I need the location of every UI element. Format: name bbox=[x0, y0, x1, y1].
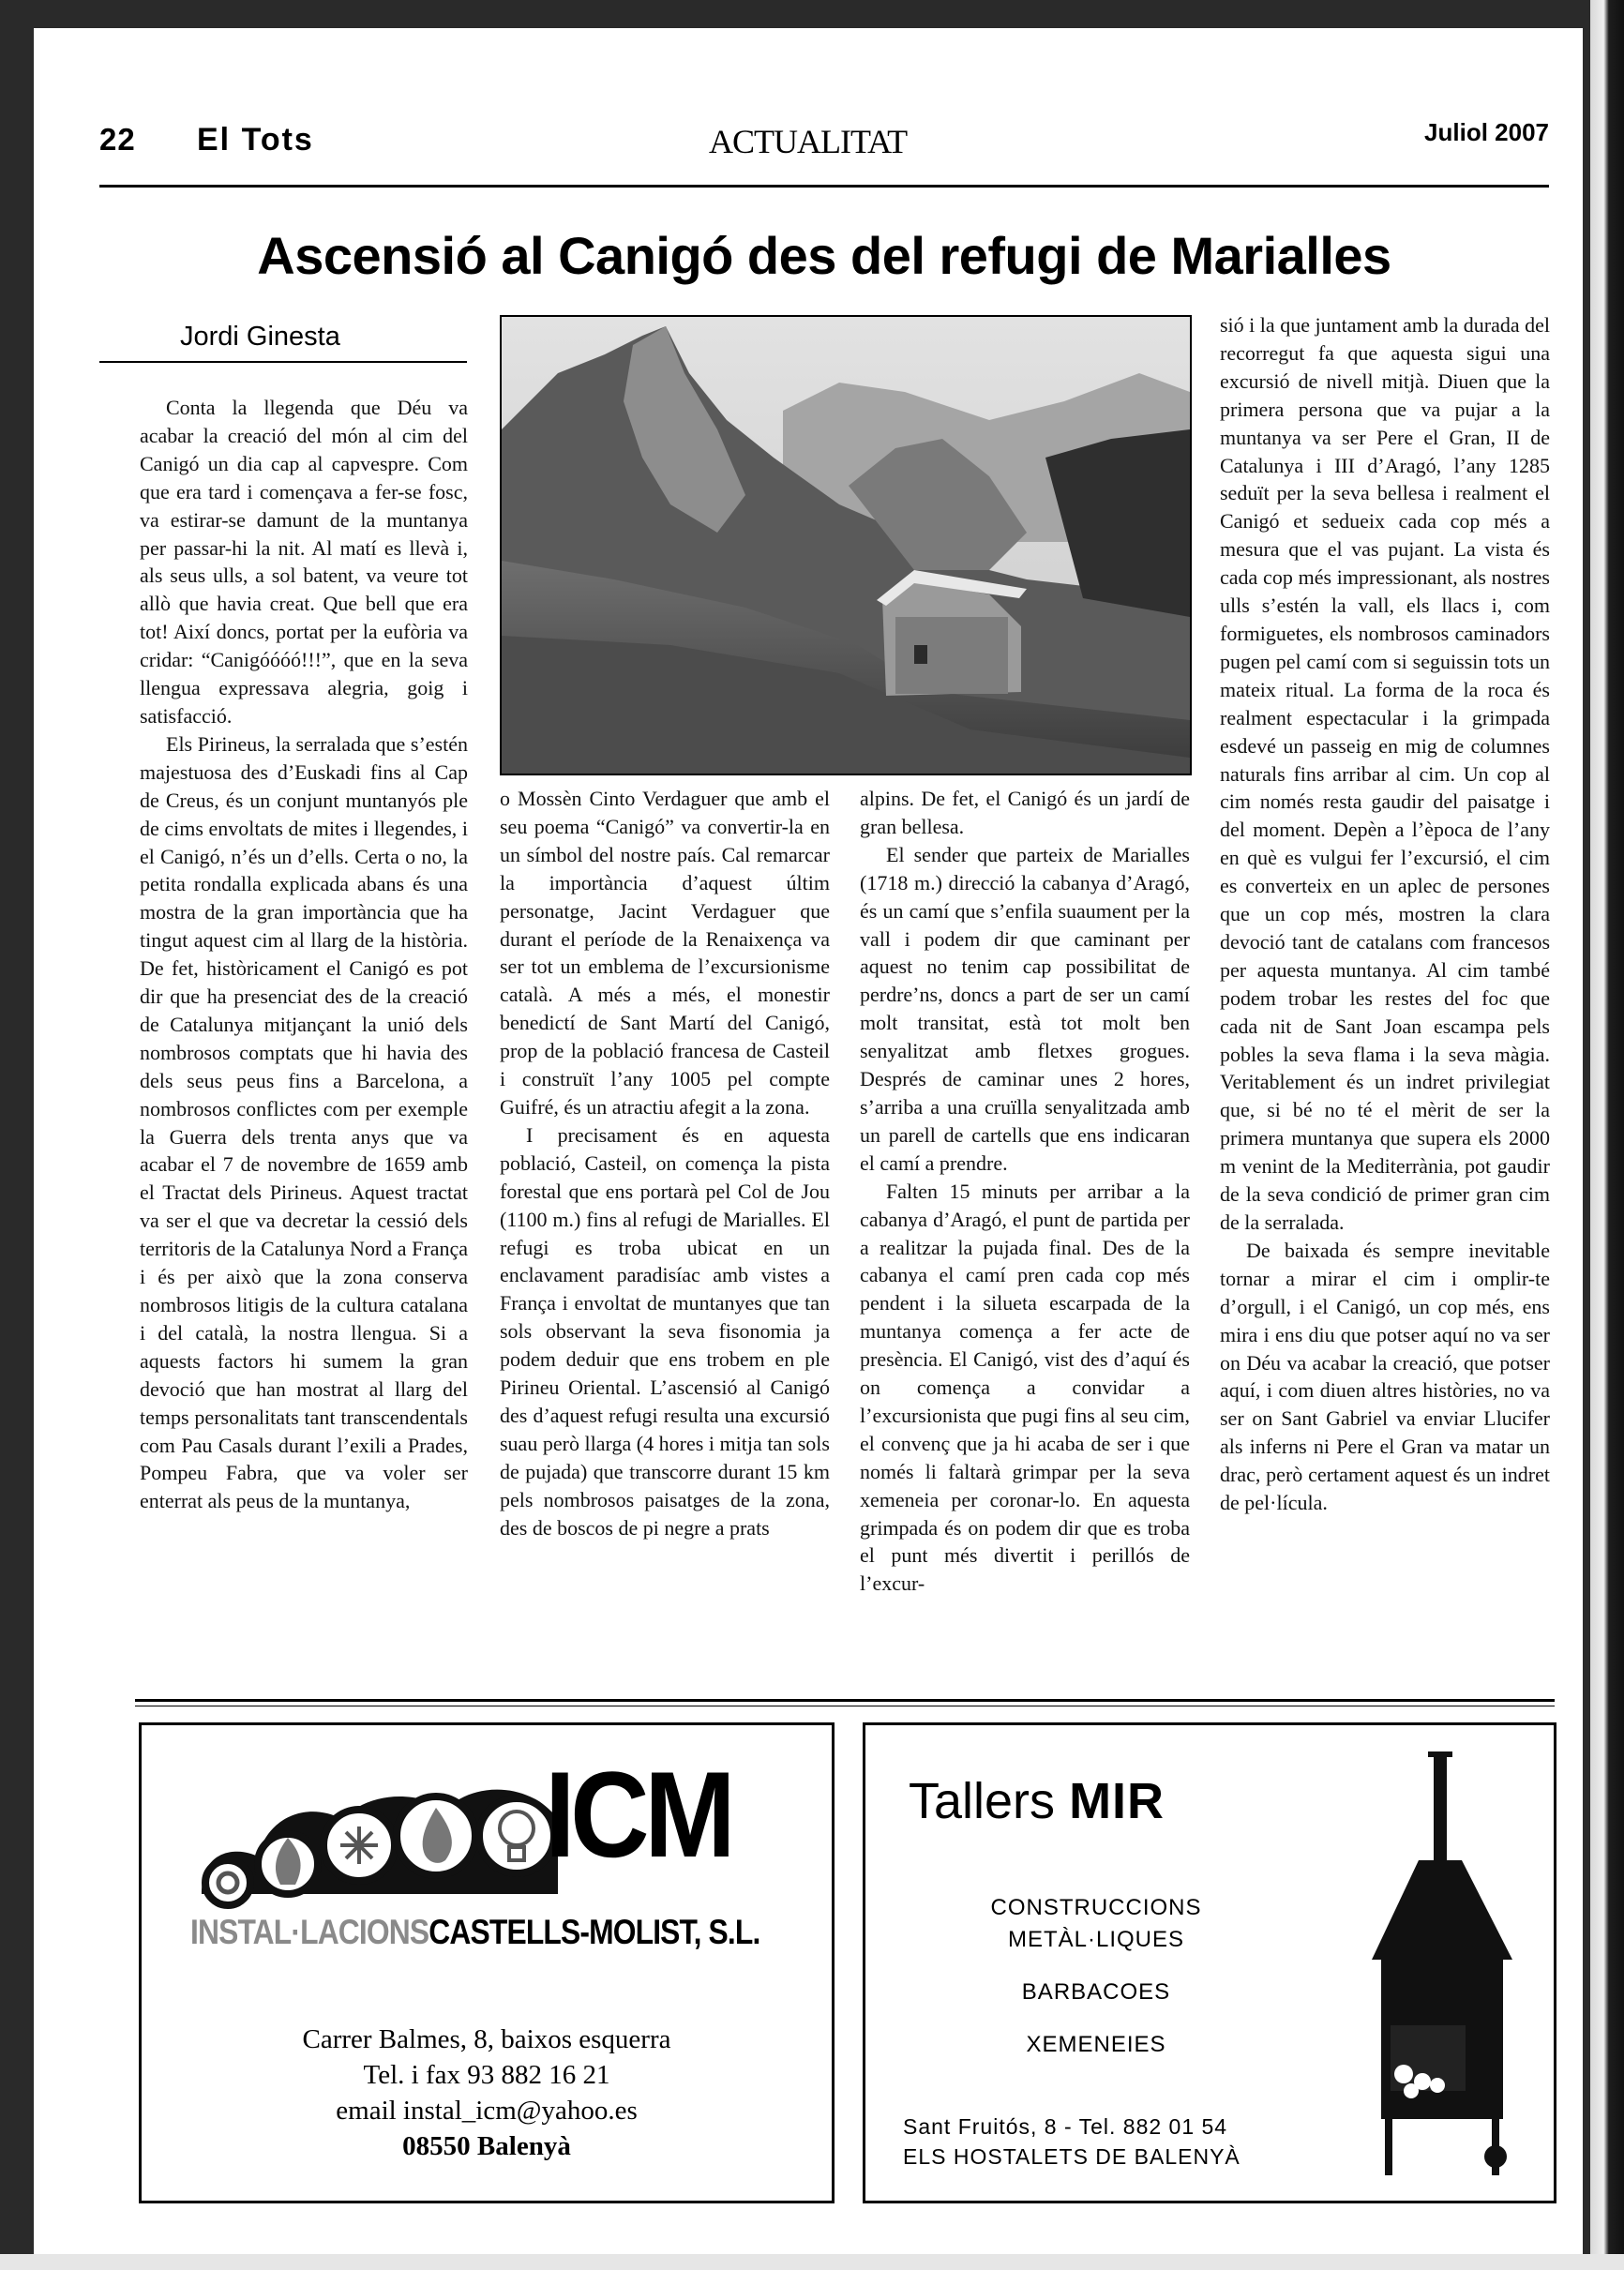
paragraph: De baixada és sempre inevitable tornar a mirar el cim i omplir-te d’orgull, i el Canigó, un cop més, ens mira i ens diu que potser aquí no va ser on Déu va acabar la creació, que potser aquí, i com diuen altres històries, no va ser on Sant Gabriel va enviar Llucifer als inferns ni Pere el Gran va matar un drac, però certament aquest és un indret de pel·lícula. bbox=[1220, 1238, 1550, 1515]
newspaper-page bbox=[34, 28, 1583, 2254]
paragraph: Conta la llegenda que Déu va acabar la creació del món al cim del Canigó un dia cap al capvespre. Com que era tard i començava a fer-se fosc, va estirar-se damunt de la muntanya per passar-hi la nit. Al matí es llevà i, als seus ulls, a sol batent, va veure tot allò que havia creat. Que bell que era tot! Així doncs, portat per la eufòria va cridar: “Canigóóóó!!!”, que en la seva llengua expressava alegria, goig i satisfacció. bbox=[140, 396, 468, 728]
mir-service: METÀL·LIQUES bbox=[1007, 1927, 1185, 1952]
icm-email: email instal_icm@yahoo.es bbox=[336, 2096, 638, 2126]
article-column-4 bbox=[1220, 311, 1550, 1517]
article-author: Jordi Ginesta bbox=[180, 322, 340, 352]
icm-address: Carrer Balmes, 8, baixos esquerra bbox=[302, 2024, 671, 2054]
barbecue-chimney-icon bbox=[1362, 1744, 1522, 2185]
mir-title-light: Tallers bbox=[909, 1773, 1056, 1829]
section-title: ACTUALITAT bbox=[709, 123, 908, 160]
paragraph: o Mossèn Cinto Verdaguer que amb el seu poema “Canigó” va convertir-la en un símbol del nostre país. Cal remarcar la importància d’aquest últim personatge, Jacint Verdaguer que durant el període de la Renaixença va ser tot un emblema de l’excursionisme català. A més a més, el monestir benedictí de Sant Martí del Canigó, prop de la població francesa de Casteil i construït l’any 1005 pel compte Guifré, és un atractiu afegit a la zona. bbox=[500, 787, 830, 1119]
icm-logo-text: ICM bbox=[545, 1746, 731, 1883]
paragraph: sió i la que juntament amb la durada del recorregut fa que aquesta sigui una excursió de nivell mitjà. Diuen que la primera persona que va pujar a la muntanya va ser Pere el Gran, II de Catalunya i III d’Aragó, l’any 1285 seduït per la seva bellesa i realment el Canigó et sedueix cada cop més a mesura que el vas pujant. La vista és cada cop més impressionant, als nostres ulls s’estén la vall, els llacs i, com formiguetes, els nombrosos caminadors pugen pel camí com si seguissin tots un mateix ritual. La forma de la roca és realment espectacular i la grimpada esdevé un passeig en mig de columnes naturals fins arribar al cim. Un cop al cim només resta gaudir del paisatge i del moment. Depèn a l’època de l’any en què es vulgui fer l’excursió, el cim es converteix en un aplec de persones que un cop més, mostren la clara devoció tant de catalans com francesos per aquesta muntanya. Al cim també podem trobar les restes del foc que cada nit de Sant Joan escampa pels pobles la seva flama i la seva màgia. Veritablement és un indret privilegiat que, si bé no té el mèrit de ser la primera muntanya que supera els 2000 m venint de la Mediterrània, pot gaudir de la seva condició de primer gran cim de la serralada. bbox=[1220, 313, 1550, 1234]
mir-contact bbox=[903, 2112, 1241, 2172]
page-bottom-edge bbox=[0, 2254, 1624, 2270]
page-edge-shadow bbox=[1590, 0, 1624, 2270]
magazine-name: El Tots bbox=[197, 122, 314, 158]
paragraph: Falten 15 minuts per arribar a la cabanya d’Aragó, el punt de partida per a realitzar la pujada final. Des de la cabanya el camí pren cada cop més pendent i la silueta escarpada de la muntanya comença a fer acte de presència. El Canigó, vist des d’aquí és on comença a convidar a l’excursionista que pugi fins al seu cim, el convenç que ja hi acaba de ser i que només li faltarà grimpar per la seva xemeneia per coronar-lo. En aquesta grimpada és on podem dir que es troba el punt més divertit i perillós de l’excur- bbox=[860, 1179, 1190, 1596]
mir-service: XEMENEIES bbox=[1026, 2032, 1166, 2057]
icm-city: 08550 Balenyà bbox=[402, 2131, 571, 2161]
paragraph: I precisament és en aquesta població, Casteil, on comença la pista forestal que ens portarà pel Col de Jou (1100 m.) fins al refugi de Marialles. El refugi es troba ubicat en un enclavament paradisíac amb vistes a França i envoltat de muntanyes que tan sols observant la seva fisonomia ja podem deduir que ens trobem en ple Pirineu Oriental. L’ascensió al Canigó des d’aquest refugi resulta una excursió suau però llarga (4 hores i mitja tan sols de pujada) que transcorre durant 15 km pels nombrosos paisatges de la zona, des de boscos de pi negre a prats bbox=[500, 1122, 830, 1540]
byline-divider bbox=[99, 361, 467, 363]
article-column-3 bbox=[860, 785, 1190, 1598]
mir-service: CONSTRUCCIONS bbox=[990, 1895, 1202, 1920]
icm-company-name bbox=[190, 1913, 760, 1952]
mountain-photo bbox=[500, 315, 1192, 775]
tallers-mir-advertisement bbox=[863, 1722, 1556, 2203]
mir-title bbox=[909, 1772, 1165, 1830]
mir-city: ELS HOSTALETS DE BALENYÀ bbox=[903, 2144, 1241, 2169]
mir-services bbox=[909, 1892, 1284, 2061]
company-name-black: CASTELLS-MOLIST, S.L. bbox=[429, 1913, 760, 1951]
page-header bbox=[99, 109, 1549, 163]
paragraph: alpins. De fet, el Canigó és un jardí de gran bellesa. bbox=[860, 787, 1190, 838]
icm-advertisement bbox=[139, 1722, 835, 2203]
paragraph: Els Pirineus, la serralada que s’estén majestuosa des d’Euskadi fins al Cap de Creus, és un conjunt muntanyós ple de cims envoltats de mites i llegendes, i el Canigó, n’és un d’ells. Certa o no, la petita rondalla explicada abans és una mostra de la gran importància que ha tingut aquest cim al llarg de la història. De fet, històricament el Canigó es pot dir que ha presenciat des de la creació de Catalunya mitjançant la unió dels nombrosos comptats que hi havia des dels seus peus fins a Barcelona, a nombrosos conflictes com per exemple la Guerra dels trenta anys que va acabar el 7 de novembre de 1659 amb el Tractat dels Pirineus. Aquest tractat va ser el que va decretar la cessió dels territoris de la Catalunya Nord a França i és per això que la zona conserva nombrosos litigis de la cultura catalana i del català, la nostra llengua. Si a aquests factors hi sumem la gran devoció que han mostrat al llarg del temps personalitats tant transcendentals com Pau Casals durant l’exili a Prades, Pompeu Fabra, que va voler ser enterrat als peus de la muntanya, bbox=[140, 731, 468, 1513]
icm-phone: Tel. i fax 93 882 16 21 bbox=[363, 2060, 610, 2090]
header-divider bbox=[99, 185, 1549, 188]
icm-contact bbox=[142, 2022, 832, 2164]
canigo-landscape-image bbox=[502, 317, 1190, 774]
mir-address: Sant Fruitós, 8 - Tel. 882 01 54 bbox=[903, 2114, 1228, 2139]
article-column-2 bbox=[500, 785, 830, 1541]
page-number: 22 bbox=[99, 122, 136, 157]
ads-divider-top bbox=[135, 1699, 1555, 1702]
company-name-grey: INSTAL·LACIONS bbox=[190, 1913, 429, 1951]
article-column-1 bbox=[140, 394, 468, 1515]
snowflake-icon bbox=[340, 1827, 378, 1864]
issue-date: Juliol 2007 bbox=[1424, 118, 1549, 146]
paragraph: El sender que parteix de Marialles (1718 m.) direcció la cabanya d’Aragó, és un camí que s’enfila suaument per la vall i podem dir que caminant per aquest no tenim cap possibilitat de perdre’ns, doncs a part de ser un camí molt transitat, està tot molt ben senyalitzat amb fletxes grogues. Després de caminar unes 2 hores, s’arriba a una cruïlla senyalitzada amb un parell de cartells que ens indicaran el camí a prendre. bbox=[860, 842, 1190, 1175]
mir-service: BARBACOES bbox=[1021, 1979, 1171, 2005]
mir-title-bold: MIR bbox=[1069, 1773, 1165, 1829]
article-title: Ascensió al Canigó des del refugi de Marialles bbox=[257, 226, 1391, 285]
